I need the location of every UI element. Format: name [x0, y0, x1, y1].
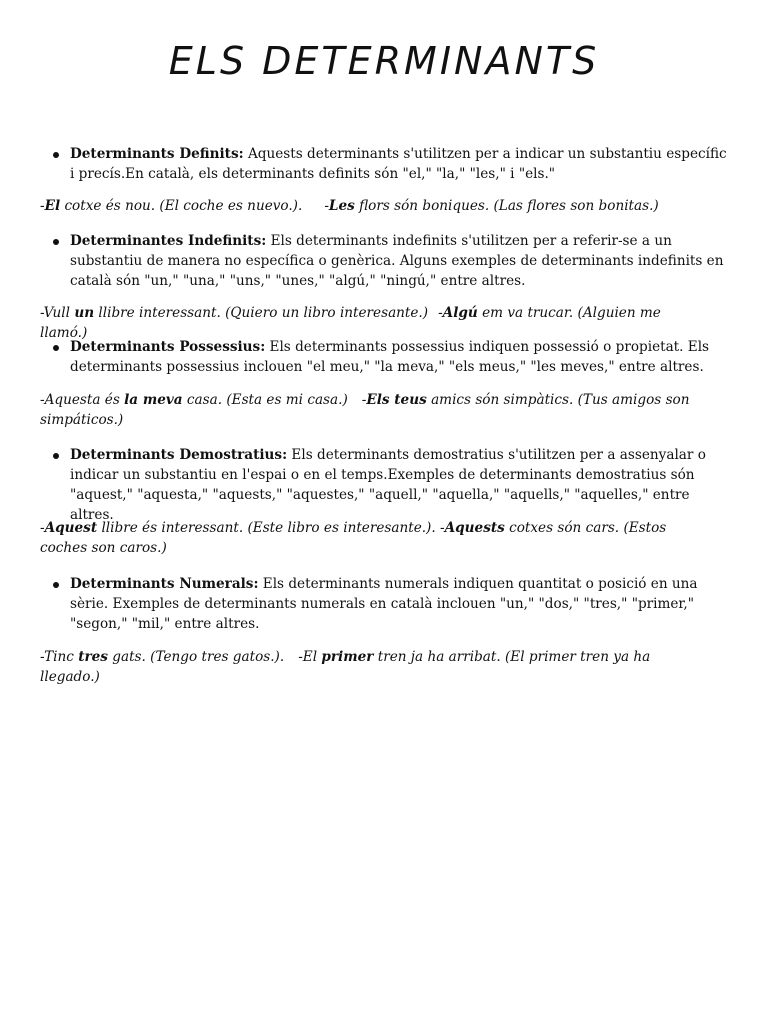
example-b-bold: primer — [321, 649, 374, 665]
example-b-post: tren ja ha arribat. (El primer tren ya ha llegado.) — [40, 649, 651, 685]
example-b-pre: - — [324, 198, 329, 214]
example-a-bold: la meva — [124, 392, 183, 408]
example-b-pre: - — [361, 392, 367, 408]
bullet-icon — [53, 582, 59, 588]
example-a-post: casa. (Esta es mi casa.) — [182, 392, 348, 408]
example-b-pre: - — [438, 305, 443, 321]
example-a-pre: - — [40, 520, 45, 536]
bullet-icon — [53, 453, 59, 459]
page-title: ELS DETERMINANTS — [168, 39, 600, 83]
section-definits — [70, 144, 730, 184]
bullet-icon — [53, 345, 59, 351]
example-a-bold: Aquest — [44, 520, 98, 536]
example-b-bold: Les — [328, 198, 355, 214]
section-body: Aquests determinants s'utilitzen per a indicar un substantiu específic i precís.En català, els determinants definits són "el," "la," "les," i "els." — [70, 146, 727, 182]
section-heading: Determinants Numerals: — [70, 576, 259, 592]
example-b-pre: - — [440, 520, 445, 536]
example-b-bold: Aquests — [444, 520, 505, 536]
section-body: Els determinants possessius indiquen possessió o propietat. Els determinants possessius inclouen "el meu," "la meva," "els meus," "les meves," entre altres. — [70, 339, 710, 375]
example-a-post: llibre és interessant. (Este libro es interesante.). — [97, 520, 441, 536]
example-line-definits — [40, 196, 690, 216]
example-a-pre: - — [40, 198, 45, 214]
bullet-icon — [53, 239, 59, 245]
example-a-post: cotxe és nou. (El coche es nuevo.). — [60, 198, 303, 214]
section-body: Els determinants numerals indiquen quantitat o posició en una sèrie. Exemples de determinants numerals en català inclouen "un," "dos," "tres," "primer," "segon," "mil," entre altres. — [70, 576, 698, 632]
example-b-post: flors són boniques. (Las flores son bonitas.) — [354, 198, 659, 214]
example-a-pre: -Aquesta és — [40, 392, 125, 408]
section-possessius — [70, 337, 730, 377]
section-heading: Determinants Demostratius: — [70, 447, 288, 463]
example-b-post: cotxes són cars. (Estos coches son caros.) — [40, 520, 667, 556]
bullet-icon — [53, 152, 59, 158]
section-numerals — [70, 574, 730, 634]
example-line-possessius — [40, 390, 690, 430]
example-a-post: llibre interessant. (Quiero un libro interesante.) — [94, 305, 429, 321]
example-line-demostratius — [40, 518, 690, 558]
example-a-bold: El — [44, 198, 61, 214]
example-b-pre: -El — [298, 649, 322, 665]
example-a-pre: -Tinc — [40, 649, 79, 665]
example-b-bold: Algú — [442, 305, 478, 321]
section-heading: Determinantes Indefinits: — [70, 233, 267, 249]
section-demostratius — [70, 445, 730, 525]
section-heading: Determinants Possessius: — [70, 339, 266, 355]
example-b-post: amics són simpàtics. (Tus amigos son simpáticos.) — [40, 392, 690, 428]
example-b-bold: Els teus — [366, 392, 427, 408]
section-body: Els determinants demostratius s'utilitzen per a assenyalar o indicar un substantiu en l'espai o en el temps.Exemples de determinants demostratius són "aquest," "aquesta," "aquests," "aquestes," "aquell," "aquella," "aquells," "aquelles," entre altres. — [70, 447, 706, 523]
example-a-post: gats. (Tengo tres gatos.). — [107, 649, 285, 665]
section-heading: Determinants Definits: — [70, 146, 244, 162]
example-a-bold: un — [74, 305, 95, 321]
example-a-bold: tres — [78, 649, 108, 665]
section-body: Els determinants indefinits s'utilitzen per a referir-se a un substantiu de manera no específica o genèrica. Alguns exemples de determinants indefinits en català són "un," "una," "uns," "unes," "algú," "ningú," entre altres. — [70, 233, 724, 289]
example-a-pre: -Vull — [40, 305, 75, 321]
example-line-numerals — [40, 647, 690, 687]
example-b-post: em va trucar. (Alguien me llamó.) — [40, 305, 661, 341]
section-indefinits — [70, 231, 730, 291]
